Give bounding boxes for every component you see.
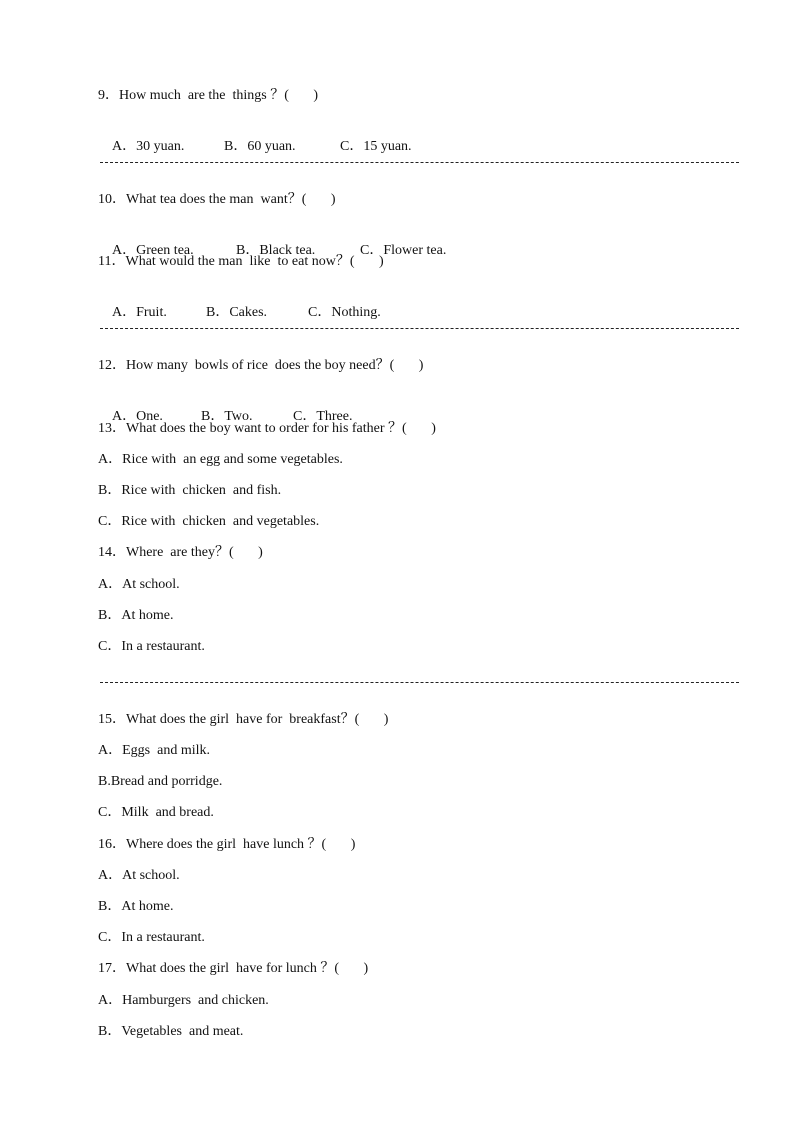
question-14-option-c: C．In a restaurant. — [98, 639, 205, 654]
option-b: B．60 yuan. — [224, 139, 296, 154]
option-c: C．15 yuan. — [340, 139, 412, 154]
option-b: B．Two. — [201, 409, 253, 424]
question-15-option-c: C．Milk and bread. — [98, 805, 214, 820]
question-13-option-a: A．Rice with an egg and some vegetables. — [98, 452, 343, 467]
question-10-options — [98, 221, 446, 281]
question-11: 11．What would the man like to eat now？( ) — [98, 254, 384, 269]
question-14-option-b: B．At home. — [98, 608, 174, 623]
question-11-options — [98, 283, 381, 343]
question-15: 15．What does the girl have for breakfast？( ) — [98, 712, 389, 727]
question-16-option-a: A．At school. — [98, 868, 180, 883]
question-16: 16．Where does the girl have lunch ？( ) — [98, 837, 356, 852]
option-a: A．Green tea. — [112, 243, 194, 258]
question-15-option-b: B.Bread and porridge. — [98, 774, 223, 789]
question-13-option-b: B．Rice with chicken and fish. — [98, 483, 282, 498]
option-a: A．One. — [112, 409, 163, 424]
question-15-option-a: A．Eggs and milk. — [98, 743, 210, 758]
option-a: A．30 yuan. — [112, 139, 185, 154]
question-13-option-c: C．Rice with chicken and vegetables. — [98, 514, 320, 529]
option-c: C．Three. — [293, 409, 353, 424]
section-divider — [100, 682, 739, 683]
option-b: B．Black tea. — [236, 243, 316, 258]
question-12: 12．How many bowls of rice does the boy need？( ) — [98, 358, 424, 373]
option-c: C．Nothing. — [308, 305, 381, 320]
question-9: 9．How much are the things ？( ) — [98, 88, 319, 103]
question-14: 14．Where are they？( ) — [98, 545, 263, 560]
question-13: 13．What does the boy want to order for his father ？( ) — [98, 421, 436, 436]
question-17-option-b: B．Vegetables and meat. — [98, 1024, 244, 1039]
section-divider — [100, 162, 739, 163]
section-divider — [100, 328, 739, 329]
question-17-option-a: A．Hamburgers and chicken. — [98, 993, 269, 1008]
question-9-options — [98, 117, 412, 177]
question-17: 17．What does the girl have for lunch ？( ) — [98, 961, 369, 976]
option-a: A．Fruit. — [112, 305, 167, 320]
option-c: C．Flower tea. — [360, 243, 447, 258]
question-10: 10．What tea does the man want？( ) — [98, 192, 336, 207]
question-14-option-a: A．At school. — [98, 577, 180, 592]
question-16-option-b: B．At home. — [98, 899, 174, 914]
option-b: B．Cakes. — [206, 305, 268, 320]
question-16-option-c: C．In a restaurant. — [98, 930, 205, 945]
